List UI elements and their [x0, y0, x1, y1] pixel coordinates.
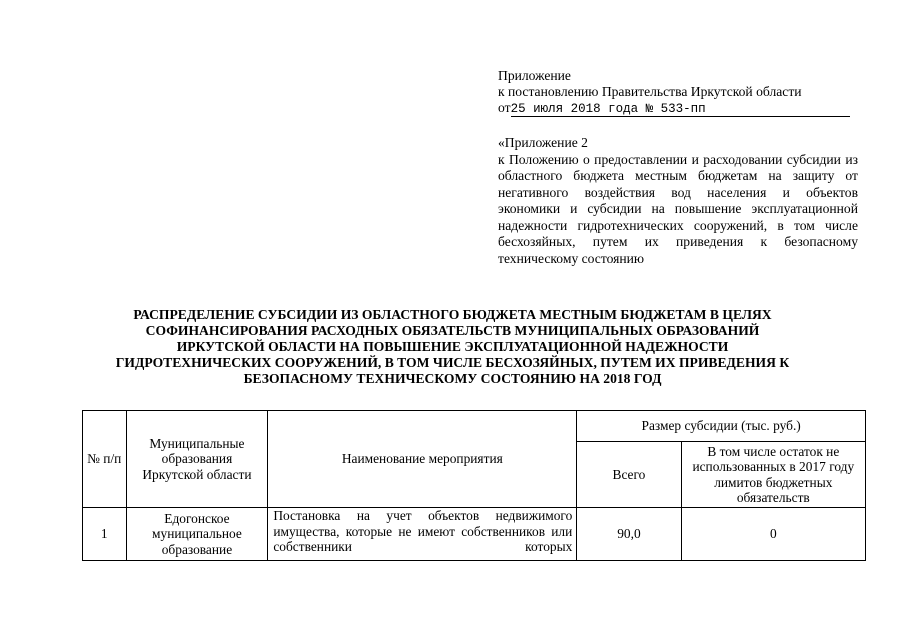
- title-line-4: ГИДРОТЕХНИЧЕСКИХ СООРУЖЕНИЙ, В ТОМ ЧИСЛЕ БЕСХОЗЯЙНЫХ, ПУТЕМ ИХ ПРИВЕДЕНИЯ К: [115, 355, 790, 370]
- title-line-3: ИРКУТСКОЙ ОБЛАСТИ НА ПОВЫШЕНИЕ ЭКСПЛУАТАЦИОННОЙ НАДЕЖНОСТИ: [176, 339, 729, 354]
- appendix2-label: «Приложение 2: [498, 135, 588, 150]
- header-total: Всего: [577, 442, 681, 508]
- cell-remainder: 0: [681, 508, 865, 561]
- appendix-label: Приложение: [498, 68, 571, 83]
- title-line-2: СОФИНАНСИРОВАНИЯ РАСХОДНЫХ ОБЯЗАТЕЛЬСТВ МУНИЦИПАЛЬНЫХ ОБРАЗОВАНИЙ: [145, 323, 760, 338]
- cell-num: 1: [83, 508, 127, 561]
- table-header-row-1: [83, 411, 866, 442]
- from-label: от: [498, 100, 511, 116]
- appendix2-block: [498, 135, 858, 267]
- header-subsidy-size: Размер субсидии (тыс. руб.): [577, 411, 866, 442]
- cell-municipality: Едогонское муниципальное образование: [126, 508, 268, 561]
- subsidy-table: [82, 410, 866, 561]
- appendix2-text: к Положению о предоставлении и расходовании субсидии из областного бюджета местным бюджетам на защиту от негативного воздействия вод населения и объектов экономики и субсидии на повышение эксплуатационной надежности гидротехнических сооружений, в том числе бесхозяйных, путем их приведения к безопасному техническому состоянию: [498, 151, 858, 266]
- table-row: [83, 508, 866, 561]
- appendix-header: [498, 68, 858, 117]
- cell-activity: Постановка на учет объектов недвижимого имущества, которые не имеют собственников или собственники которых: [268, 508, 577, 561]
- cell-total: 90,0: [577, 508, 681, 561]
- decree-reference: к постановлению Правительства Иркутской области: [498, 84, 802, 100]
- document-title: [60, 307, 845, 387]
- decree-date-line: [498, 100, 858, 117]
- header-remainder: В том числе остаток не использованных в 2017 году лимитов бюджетных обязательств: [681, 442, 865, 508]
- header-num: № п/п: [83, 411, 127, 508]
- header-municipality: Муниципальные образования Иркутской области: [126, 411, 268, 508]
- header-activity: Наименование мероприятия: [268, 411, 577, 508]
- title-line-5: БЕЗОПАСНОМУ ТЕХНИЧЕСКОМУ СОСТОЯНИЮ НА 2018 ГОД: [243, 371, 662, 386]
- decree-date-number: 25 июля 2018 года № 533-пп: [511, 102, 850, 117]
- title-line-1: РАСПРЕДЕЛЕНИЕ СУБСИДИИ ИЗ ОБЛАСТНОГО БЮДЖЕТА МЕСТНЫМ БЮДЖЕТАМ В ЦЕЛЯХ: [133, 307, 772, 322]
